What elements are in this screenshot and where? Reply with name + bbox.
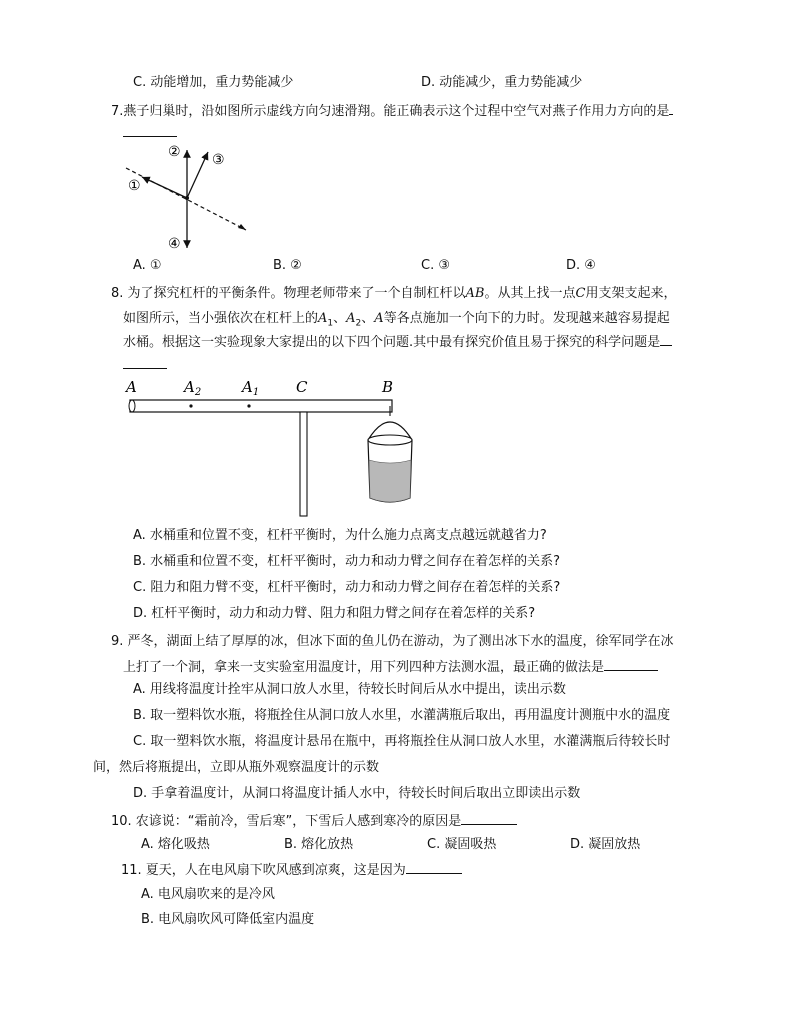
q8-lever-figure (124, 378, 424, 518)
q10-stem: 10. 农谚说：“霜前冷，雪后寒”，下雪后人感到寒冷的原因是 (111, 812, 517, 831)
q9-option-d: D. 手拿着温度计，从洞口将温度计插人水中，待较长时间后取出立即读出示数 (133, 786, 581, 801)
q8-option-a: A. 水桶重和位置不变，杠杆平衡时，为什么施力点离支点越远就越省力? (133, 528, 547, 543)
q7-option-d: D. ④ (566, 258, 596, 273)
q7-stem-text: 7.燕子归巢时，沿如图所示虚线方向匀速滑翔。能正确表示这个过程中空气对燕子作用力方向的是 (111, 104, 670, 119)
q8-line-2: 如图所示，当小强依次在杠杆上的$A_1$、$A_2$、A等各点施加一个向下的力时。发现越来越容易提起 (123, 311, 670, 329)
q7-label-3: ③ (212, 152, 225, 168)
q7-option-b: B. ② (273, 258, 302, 273)
q8-option-b: B. 水桶重和位置不变，杠杆平衡时，动力和动力臂之间存在着怎样的关系? (133, 554, 561, 569)
q8-line-3: 水桶。根据这一实验现象大家提出的以下四个问题.其中最有探究价值且易于探究的科学问题是 (123, 333, 672, 352)
q7-stem (111, 102, 673, 121)
q8-fig-label-b: B (382, 378, 394, 396)
q9-option-a: A. 用线将温度计拴牢从洞口放人水里，待较长时间后从水中提出，读出示数 (133, 682, 566, 697)
q7-option-a: A. ① (133, 258, 162, 273)
q7-arrow-3 (187, 152, 208, 198)
q7-label-4: ④ (168, 236, 181, 252)
q8-fig-label-a2: $A_2$ (184, 378, 202, 398)
q11-stem: 11. 夏天，人在电风扇下吹风感到凉爽，这是因为 (121, 861, 462, 880)
q7-arrow-1 (142, 177, 187, 198)
q11-option-a: A. 电风扇吹来的是冷风 (141, 887, 275, 902)
q9-option-c-line-1: C. 取一塑料饮水瓶，将温度计悬吊在瓶中，再将瓶拴住从洞口放人水里，水灌满瓶后待较长时 (133, 734, 671, 749)
q9-line-2: 上打了一个洞，拿来一支实验室用温度计，用下列四种方法测水温，最正确的做法是 (123, 658, 658, 677)
q7-option-c: C. ③ (421, 258, 450, 273)
q10-option-a: A. 熔化吸热 (141, 837, 210, 852)
q6-option-c: C. 动能增加，重力势能减少 (133, 75, 294, 90)
q8-lever-bar (130, 400, 392, 412)
q6-option-d: D. 动能减少，重力势能减少 (421, 75, 583, 90)
q7-label-1: ① (128, 178, 141, 194)
q8-option-d: D. 杠杆平衡时，动力和动力臂、阻力和阻力臂之间存在着怎样的关系? (133, 606, 536, 621)
q7-blank-tail (669, 102, 673, 115)
q9-option-c-line-2: 间，然后将瓶提出，立即从瓶外观察温度计的示数 (93, 760, 380, 775)
q9-line-1: 9. 严冬，湖面上结了厚厚的冰，但冰下面的鱼儿仍在游动，为了测出冰下水的温度，徐军同学在冰 (111, 634, 674, 649)
q10-option-c: C. 凝固吸热 (427, 837, 497, 852)
q8-fig-label-a1: $A_1$ (242, 378, 260, 398)
q8-support-stand (300, 412, 307, 516)
q7-force-diagram (122, 140, 262, 260)
q7-label-2: ② (168, 144, 181, 160)
q9-option-b: B. 取一塑料饮水瓶，将瓶拴住从洞口放人水里，水灌满瓶后取出，再用温度计测瓶中水的温度 (133, 708, 671, 723)
q10-option-d: D. 凝固放热 (570, 837, 641, 852)
q10-option-b: B. 熔化放热 (284, 837, 354, 852)
q11-option-b: B. 电风扇吹风可降低室内温度 (141, 912, 315, 927)
q8-water-bucket (368, 435, 412, 502)
q8-line-1: 8. 为了探究杠杆的平衡条件。物理老师带来了一个自制杠杆以AB。从其上找一点C用支架支起来， (111, 286, 677, 301)
q8-option-c: C. 阻力和阻力臂不变，杠杆平衡时，动力和动力臂之间存在着怎样的关系? (133, 580, 561, 595)
q8-fig-label-c: C (296, 378, 308, 396)
q8-fig-label-a: A (126, 378, 137, 396)
q8-answer-blank (123, 356, 167, 375)
